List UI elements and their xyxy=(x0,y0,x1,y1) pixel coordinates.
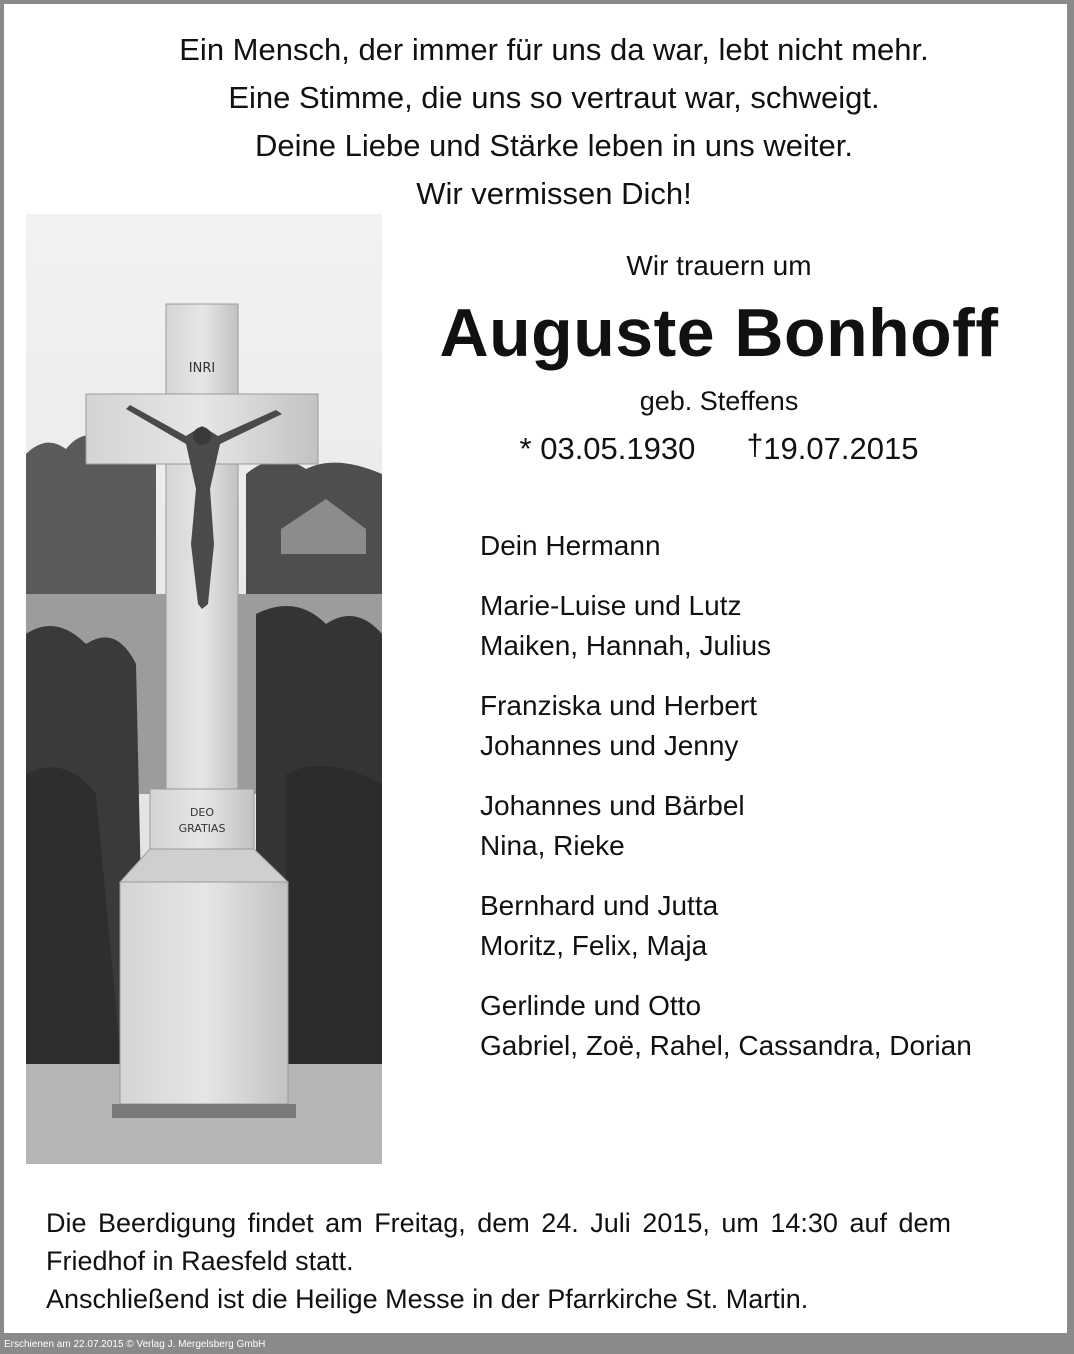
funeral-line: Friedhof in Raesfeld statt. xyxy=(46,1246,354,1276)
family-line: Franziska und Herbert xyxy=(480,690,758,721)
deceased-name: Auguste Bonhoff xyxy=(439,295,999,371)
family-group xyxy=(480,886,1050,966)
family-line: Johannes und Bärbel xyxy=(480,790,745,821)
family-line: Dein Hermann xyxy=(480,530,661,561)
family-line: Nina, Rieke xyxy=(480,830,625,861)
family-group xyxy=(480,986,1050,1066)
memorial-verse xyxy=(54,26,1054,218)
family-line: Gerlinde und Otto xyxy=(480,990,702,1021)
cross-top-inscription: INRI xyxy=(188,361,216,376)
family-line: Moritz, Felix, Maja xyxy=(480,930,708,961)
wayside-cross-photo xyxy=(26,214,382,1164)
verse-line: Deine Liebe und Stärke leben in uns weiter. xyxy=(254,128,853,163)
death-date: 19.07.2015 xyxy=(763,431,919,466)
family-group xyxy=(480,786,1050,866)
funeral-info xyxy=(46,1204,1036,1318)
family-line: Maiken, Hannah, Julius xyxy=(480,630,772,661)
family-line: Bernhard und Jutta xyxy=(480,890,719,921)
verse-line: Ein Mensch, der immer für uns da war, lebt nicht mehr. xyxy=(179,32,929,67)
life-dates xyxy=(394,429,1044,467)
obituary-notice xyxy=(4,4,1067,1333)
cross-base-inscription-1: DEO xyxy=(189,806,215,819)
family-group xyxy=(480,686,1050,766)
birth-name: geb. Steffens xyxy=(639,386,799,416)
verse-line: Eine Stimme, die uns so vertraut war, schweigt. xyxy=(228,80,880,115)
family-group xyxy=(480,526,1050,566)
publication-footer: Erschienen am 22.07.2015 © Verlag J. Mergelsberg GmbH xyxy=(4,1339,266,1350)
verse-line: Wir vermissen Dich! xyxy=(416,176,692,211)
cross-base-inscription-2: GRATIAS xyxy=(178,822,226,835)
funeral-line: Die Beerdigung findet am Freitag, dem 24. Juli 2015, um 14:30 auf dem xyxy=(46,1208,951,1238)
family-line: Gabriel, Zoë, Rahel, Cassandra, Dorian xyxy=(480,1030,972,1061)
dagger-icon: † xyxy=(746,429,764,462)
funeral-line: Anschließend ist die Heilige Messe in der Pfarrkirche St. Martin. xyxy=(46,1284,809,1314)
family-list xyxy=(480,526,1050,1086)
family-group xyxy=(480,586,1050,666)
birth-date: * 03.05.1930 xyxy=(519,431,696,466)
mourning-intro: Wir trauern um xyxy=(626,250,812,281)
family-line: Johannes und Jenny xyxy=(480,730,739,761)
family-line: Marie-Luise und Lutz xyxy=(480,590,742,621)
